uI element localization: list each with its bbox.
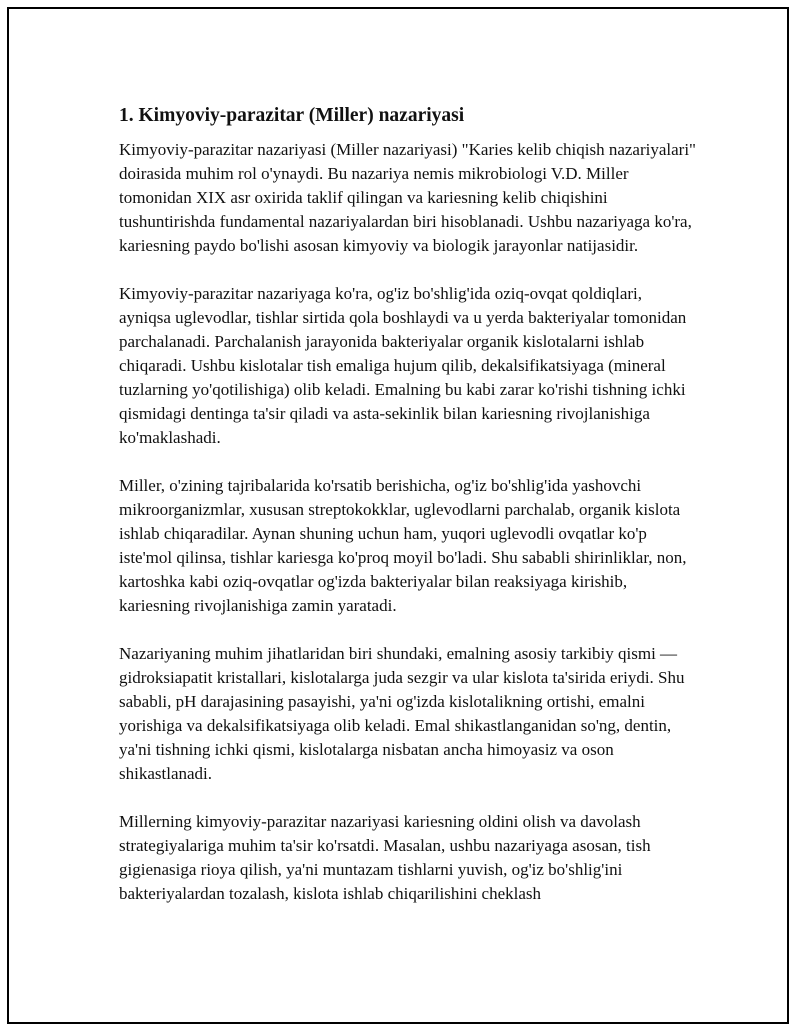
section-heading: 1. Kimyoviy-parazitar (Miller) nazariyasi [119, 105, 465, 126]
paragraph-3: Miller, o'zining tajribalarida ko'rsatib berishicha, og'iz bo'shlig'ida yashovchi mikroorganizmlar, xususan streptokokklar, uglevodlarni parchalab, organik kislota ishlab chiqaradilar. Aynan shuning uchun ham, yuqori uglevodli ovqatlar ko'p iste'mol qilinsa, tishlar kariesga ko'proq moyil bo'ladi. Shu sababli shirinliklar, non, kartoshka kabi oziq-ovqatlar og'izda bakteriyalar bilan reaksiyaga kirishib, kariesning rivojlanishiga zamin yaratadi. [119, 476, 687, 615]
page-frame [7, 7, 789, 1024]
paragraph-1: Kimyoviy-parazitar nazariyasi (Miller nazariyasi) "Karies kelib chiqish nazariyalari" doirasida muhim rol o'ynaydi. Bu nazariya nemis mikrobiologi V.D. Miller tomonidan XIX asr oxirida taklif qilingan va kariesning kelib chiqishini tushuntirishda fundamental nazariyalardan biri hisoblanadi. Ushbu nazariyaga ko'ra, kariesning paydo bo'lishi asosan kimyoviy va biologik jarayonlar natijasidir. [119, 140, 696, 255]
document-content [119, 104, 697, 906]
paragraph-5: Millerning kimyoviy-parazitar nazariyasi kariesning oldini olish va davolash strategiyalariga muhim ta'sir ko'rsatdi. Masalan, ushbu nazariyaga asosan, tish gigienasiga rioya qilish, ya'ni muntazam tishlarni yuvish, og'iz bo'shlig'ini bakteriyalardan tozalash, kislota ishlab chiqarilishini cheklash [119, 812, 651, 903]
paragraph-4: Nazariyaning muhim jihatlaridan biri shundaki, emalning asosiy tarkibiy qismi — gidroksiapatit kristallari, kislotalarga juda sezgir va ular kislota ta'sirida eriydi. Shu sababli, pH darajasining pasayishi, ya'ni og'izda kislotalikning ortishi, emalni yorishiga va dekalsifikatsiyaga olib keladi. Emal shikastlanganidan so'ng, dentin, ya'ni tishning ichki qismi, kislotalarga nisbatan ancha himoyasiz va oson shikastlanadi. [119, 644, 685, 783]
paragraph-2: Kimyoviy-parazitar nazariyaga ko'ra, og'iz bo'shlig'ida oziq-ovqat qoldiqlari, ayniqsa uglevodlar, tishlar sirtida qola boshlaydi va u yerda bakteriyalar tomonidan parchalanadi. Parchalanish jarayonida bakteriyalar organik kislotalarni ishlab chiqaradi. Ushbu kislotalar tish emaliga hujum qilib, dekalsifikatsiyaga (mineral tuzlarning yo'qotilishiga) olib keladi. Emalning bu kabi zarar ko'rishi tishning ichki qismidagi dentinga ta'sir qiladi va asta-sekinlik bilan kariesning rivojlanishiga ko'maklashadi. [119, 284, 687, 447]
